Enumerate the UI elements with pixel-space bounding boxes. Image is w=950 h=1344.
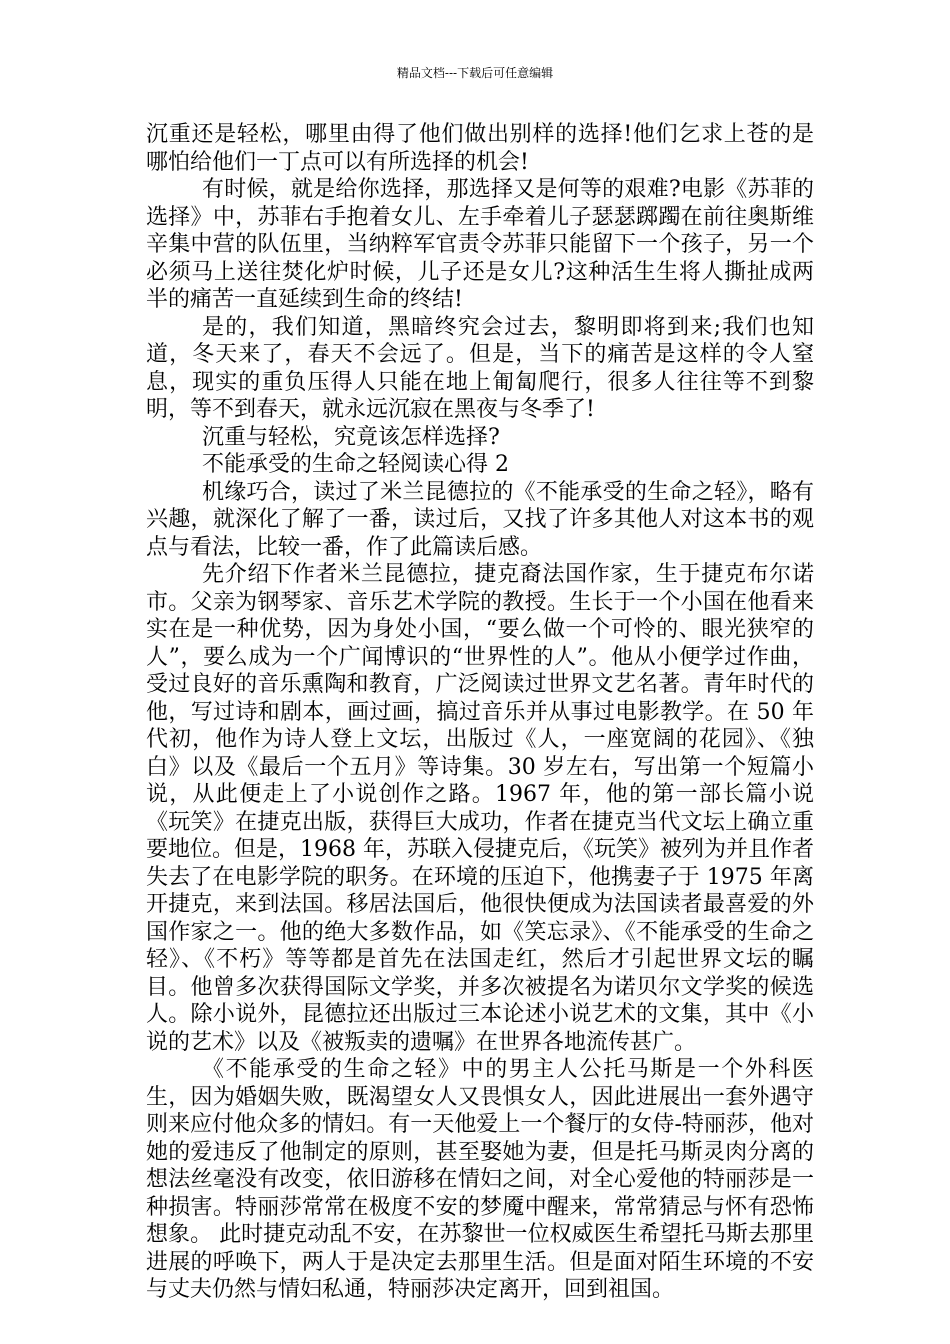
paragraph: 机缘巧合，读过了米兰昆德拉的《不能承受的生命之轻》，略有兴趣，就深化了解了一番，读过后，又找了许多其他人对这本书的观点与看法，比较一番，作了此篇读后感。 [146, 479, 814, 560]
paragraph: 《不能承受的生命之轻》中的男主人公托马斯是一个外科医生，因为婚姻失败，既渴望女人又畏惧女人，因此进展出一套外遇守则来应付他众多的情妇。有一天他爱上一个餐厅的女侍-特丽莎，他对她的爱违反了他制定的原则，甚至娶她为妻，但是托马斯灵肉分离的想法丝毫没有改变，依旧游移在情妇之间，对全心爱他的特丽莎是一种损害。特丽莎常常在极度不安的梦魇中醒来，常常猜忌与怀有恐怖想象。 此时捷克动乱不安，在苏黎世一位权威医生希望托马斯去那里进展的呼唤下，两人于是决定去那里生活。但是面对陌生环境的不安与丈夫仍然与情妇私通，特丽莎决定离开，回到祖国。 [146, 1057, 814, 1302]
paragraph: 是的，我们知道，黑暗终究会过去，黎明即将到来;我们也知道，冬天来了，春天不会远了。但是，当下的痛苦是这样的令人窒息，现实的重负压得人只能在地上匍匐爬行，很多人往往等不到黎明，等不到春天，就永远沉寂在黑夜与冬季了! [146, 314, 814, 422]
paragraph: 有时候，就是给你选择，那选择又是何等的艰难?电影《苏菲的选择》中，苏菲右手抱着女儿、左手牵着儿子瑟瑟踯躅在前往奥斯维辛集中营的队伍里，当纳粹军官责令苏菲只能留下一个孩子，另一个必须马上送往焚化炉时候，儿子还是女儿?这种活生生将人撕扯成两半的痛苦一直延续到生命的终结! [146, 177, 814, 312]
paragraph: 沉重还是轻松，哪里由得了他们做出别样的选择!他们乞求上苍的是哪怕给他们一丁点可以有所选择的机会! [146, 122, 814, 175]
body-text [146, 121, 814, 1304]
paragraph: 沉重与轻松，究竟该怎样选择? [202, 424, 500, 450]
paragraph: 先介绍下作者米兰昆德拉，捷克裔法国作家，生于捷克布尔诺市。父亲为钢琴家、音乐艺术学院的教授。生长于一个小国在他看来实在是一种优势，因为身处小国，“要么做一个可怜的、眼光狭窄的人”，要么成为一个广闻博识的“世界性的人”。他从小便学过作曲，受过良好的音乐熏陶和教育，广泛阅读过世界文艺名著。青年时代的他，写过诗和剧本，画过画，搞过音乐并从事过电影教学。在 50 年代初，他作为诗人登上文坛，出版过《人，一座宽阔的花园》、《独白》以及《最后一个五月》等诗集。30 岁左右，写出第一个短篇小说，从此便走上了小说创作之路。1967 年，他的第一部长篇小说《玩笑》在捷克出版，获得巨大成功，作者在捷克当代文坛上确立重要地位。但是，1968 年，苏联入侵捷克后，《玩笑》被列为并且作者失去了在电影学院的职务。在环境的压迫下，他携妻子于 1975 年离开捷克，来到法国。移居法国后，他很快便成为法国读者最喜爱的外国作家之一。他的绝大多数作品，如《笑忘录》、《不能承受的生命之轻》、《不朽》等等都是首先在法国走红，然后才引起世界文坛的瞩目。他曾多次获得国际文学奖，并多次被提名为诺贝尔文学奖的候选人。除小说外，昆德拉还出版过三本论述小说艺术的文集，其中《小说的艺术》以及《被叛卖的遗嘱》在世界各地流传甚广。 [146, 562, 814, 1055]
section-heading: 不能承受的生命之轻阅读心得 2 [202, 452, 509, 477]
page-header: 精品文档---下载后可任意编辑 [396, 66, 554, 80]
